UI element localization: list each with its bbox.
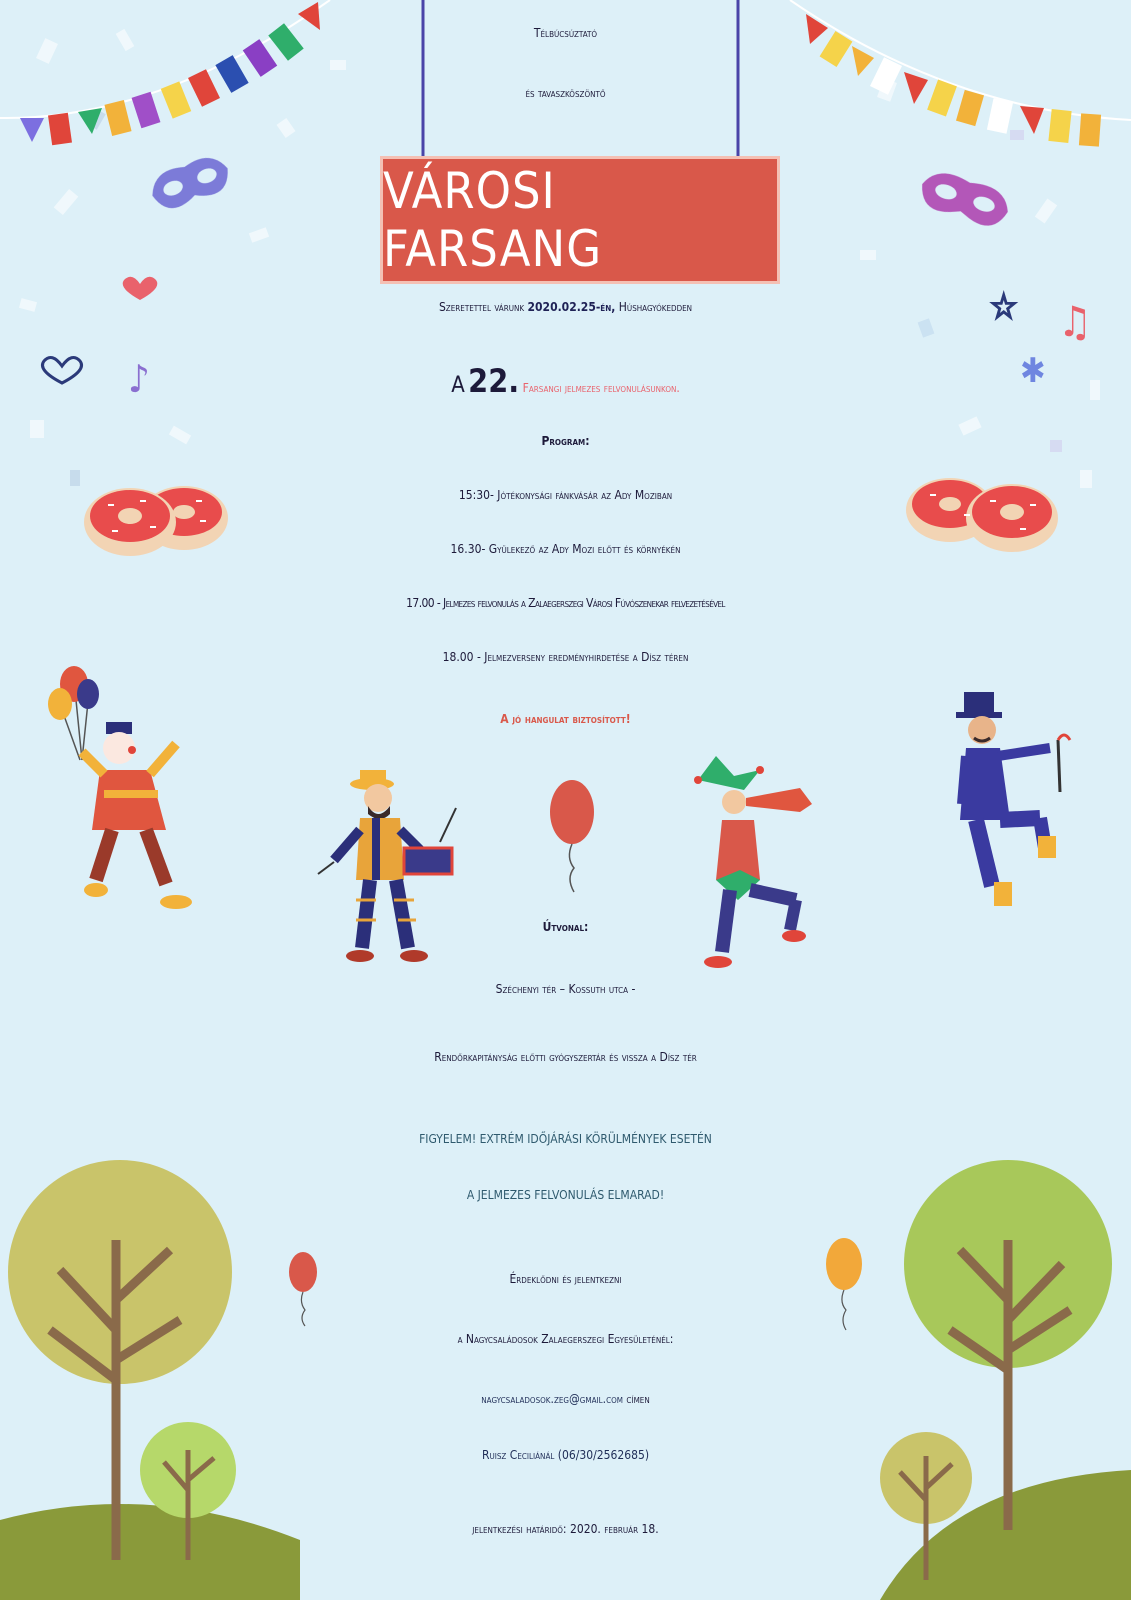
event-day: Húshagyókedden <box>618 300 693 314</box>
contact-line2: a Nagycsaládosok Zalaegerszegi Egyesületénél: <box>457 1332 674 1346</box>
program-item-3: 17.00 - Jelmezes felvonulás a Zalaegerszegi Városi Fúvószenekar felvezetésével <box>406 596 725 610</box>
jester-illustration <box>694 756 812 968</box>
contact-email-line <box>0 1392 1131 1406</box>
route-line2: Rendőrkapitányság előtti gyógyszertár és vissza a Dísz tér <box>434 1050 697 1064</box>
heart-icon <box>123 277 158 300</box>
header-line2: és tavaszköszöntő <box>525 86 606 100</box>
music-note-left-icon: ♪ <box>128 357 150 401</box>
event-name: Farsangi jelmezes felvonulásunkon. <box>522 381 680 395</box>
music-note-right-icon: ♫ <box>1058 297 1092 346</box>
warning-line1: FIGYELEM! EXTRÉM IDŐJÁRÁSI KÖRÜLMÉNYEK ESETÉN <box>419 1132 712 1146</box>
program-item-1: 15:30- Jótékonysági fánkvásár az Ady Moziban <box>458 488 673 502</box>
balloon-red-icon <box>550 780 594 892</box>
event-number: 22. <box>468 362 520 400</box>
asterisk-icon: ✱ <box>1020 351 1046 391</box>
invite-a: a <box>451 362 465 400</box>
contact-email-link[interactable]: nagycsaladosok.zeg@gmail.com <box>481 1392 623 1406</box>
invite-prefix: Szeretettel várunk <box>438 300 525 314</box>
bunting-right <box>790 0 1131 147</box>
contact-person: Ruisz Ceciliánál (06/30/2562685) <box>481 1448 650 1462</box>
event-date: 2020.02.25-én, <box>527 300 616 314</box>
route-line1: Széchenyi tér – Kossuth utca - <box>495 982 636 996</box>
contact-line1: Érdeklődni és jelentkezni <box>509 1272 622 1286</box>
program-item-2: 16.30- Gyülekező az Ady Mozi előtt és környékén <box>450 542 681 556</box>
deadline-text: jelentkezési határidő: 2020. február 18. <box>472 1522 659 1536</box>
balloon-small-red-icon <box>289 1252 317 1326</box>
mood-text: A jó hangulat biztosított! <box>500 712 631 726</box>
program-item-4: 18.00 - Jelmezverseny eredményhirdetése a Dísz téren <box>442 650 689 664</box>
header-line1: Télbúcsúztató <box>533 26 598 40</box>
route-heading: Útvonal: <box>542 920 589 934</box>
mask-left-icon <box>146 151 234 214</box>
page-title: VÁROSI FARSANG <box>383 162 603 278</box>
clown-illustration <box>48 666 192 909</box>
program-heading: Program: <box>541 434 590 448</box>
invite-line1 <box>0 300 1131 314</box>
ground-hill-left <box>0 1504 300 1600</box>
mask-right-icon <box>916 167 1014 232</box>
contact-email-suffix: címen <box>626 1392 650 1406</box>
invite-line2 <box>0 362 1131 400</box>
star-icon: ☆ <box>990 287 1018 327</box>
title-sign <box>380 156 780 284</box>
warning-line2: A JELMEZES FELVONULÁS ELMARAD! <box>466 1188 665 1202</box>
